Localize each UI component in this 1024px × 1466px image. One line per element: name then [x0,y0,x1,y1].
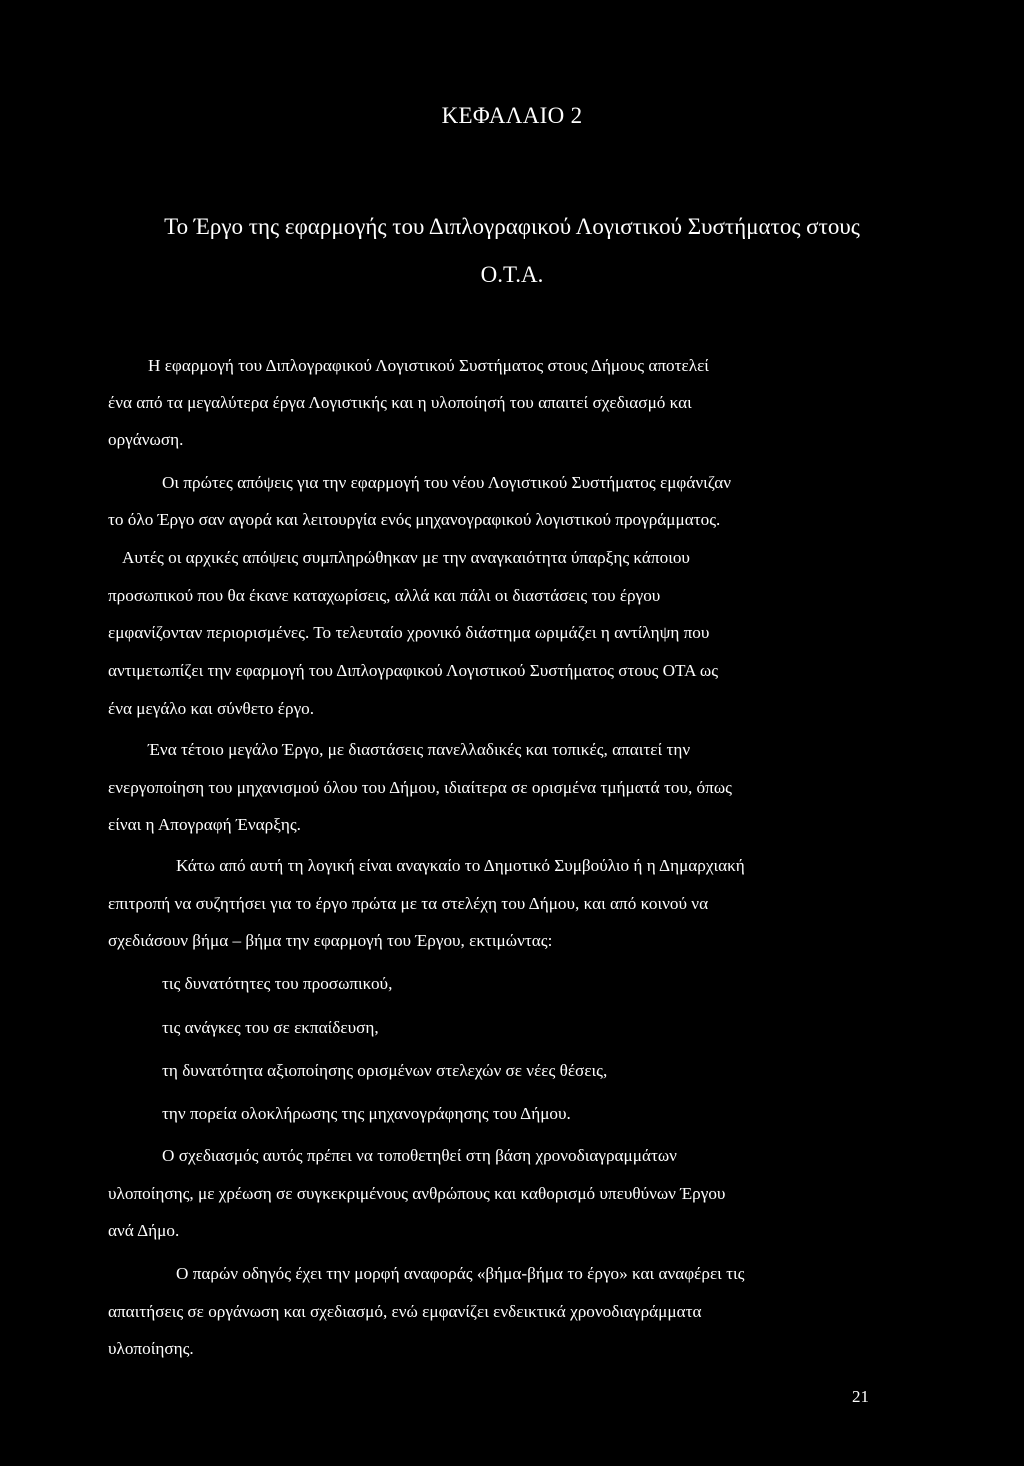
text-line: εμφανίζονταν περιορισμένες. Το τελευταίο χρονικό διάστημα ωριμάζει η αντίληψη που [108,623,710,642]
text-line: ένα από τα μεγαλύτερα έργα Λογιστικής και η υλοποίησή του απαιτεί σχεδιασμό και [108,393,692,412]
text-line: επιτροπή να συζητήσει για το έργο πρώτα με τα στελέχη του Δήμου, και από κοινού να [108,894,709,913]
text-line: απαιτήσεις σε οργάνωση και σχεδιασμό, ενώ εμφανίζει ενδεικτικά χρονοδιαγράμματα [108,1302,702,1321]
text-line: ανά Δήμο. [108,1221,180,1240]
text-line: προσωπικού που θα έκανε καταχωρίσεις, αλλά και πάλι οι διαστάσεις του έργου [108,586,661,605]
text-line: Ο σχεδιασμός αυτός πρέπει να τοποθετηθεί στη βάση χρονοδιαγραμμάτων [162,1146,677,1165]
text-line: αντιμετωπίζει την εφαρμογή του Διπλογραφικού Λογιστικού Συστήματος στους ΟΤΑ ως [108,661,719,680]
text-line: Κάτω από αυτή τη λογική είναι αναγκαίο το Δημοτικό Συμβούλιο ή η Δημαρχιακή [176,856,745,875]
text-line: Ένα τέτοιο μεγάλο Έργο, με διαστάσεις πανελλαδικές και τοπικές, απαιτεί την [148,740,691,759]
chapter-title-line-1: Το Έργο της εφαρμογής του Διπλογραφικού Λογιστικού Συστήματος στους [164,214,860,239]
text-line: οργάνωση. [108,430,184,449]
text-line: σχεδιάσουν βήμα – βήμα την εφαρμογή του Έργου, εκτιμώντας: [108,931,553,950]
page-number: 21 [852,1387,869,1406]
text-line: είναι η Απογραφή Έναρξης. [108,815,301,834]
text-line: Η εφαρμογή του Διπλογραφικού Λογιστικού Συστήματος στους Δήμους αποτελεί [148,356,709,375]
chapter-title-line-2: Ο.Τ.Α. [480,262,544,287]
text-line: ενεργοποίηση του μηχανισμού όλου του Δήμου, ιδιαίτερα σε ορισμένα τμήματά του, όπως [108,778,732,797]
text-line: υλοποίησης, με χρέωση σε συγκεκριμένους ανθρώπους και καθορισμό υπευθύνων Έργου [108,1184,726,1203]
list-item: τη δυνατότητα αξιοποίησης ορισμένων στελεχών σε νέες θέσεις, [162,1061,608,1080]
chapter-heading: ΚΕΦΑΛΑΙΟ 2 [441,103,583,128]
text-line: Αυτές οι αρχικές απόψεις συμπληρώθηκαν με την αναγκαιότητα ύπαρξης κάποιου [122,548,690,567]
list-item: την πορεία ολοκλήρωσης της μηχανογράφησης του Δήμου. [162,1104,571,1123]
text-line: Οι πρώτες απόψεις για την εφαρμογή του νέου Λογιστικού Συστήματος εμφάνιζαν [162,473,732,492]
text-line: το όλο Έργο σαν αγορά και λειτουργία ενός μηχανογραφικού λογιστικού προγράμματος. [108,510,721,529]
text-line: υλοποίησης. [108,1339,194,1358]
text-line: ένα μεγάλο και σύνθετο έργο. [108,699,315,718]
list-item: τις ανάγκες του σε εκπαίδευση, [162,1018,379,1037]
list-item: τις δυνατότητες του προσωπικού, [162,974,393,993]
text-line: Ο παρών οδηγός έχει την μορφή αναφοράς «βήμα-βήμα το έργο» και αναφέρει τις [176,1264,745,1283]
